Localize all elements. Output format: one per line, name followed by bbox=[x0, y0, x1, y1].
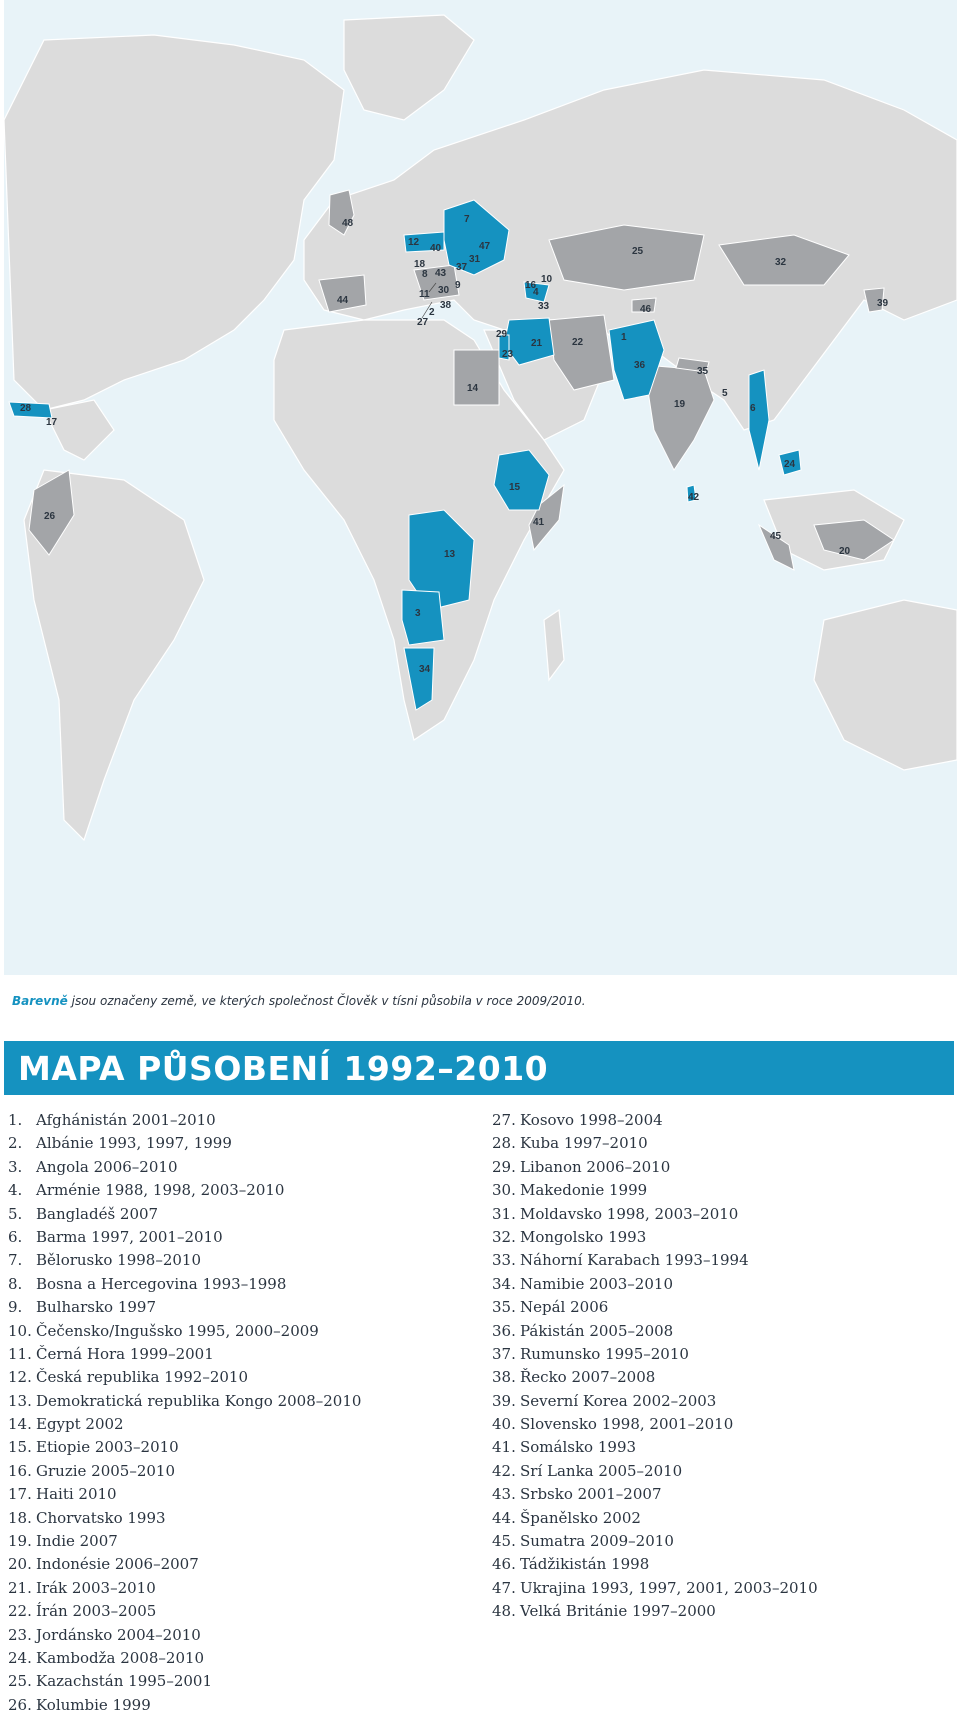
map-label-6: 6 bbox=[750, 403, 756, 414]
legend-item-text: Kambodža 2008–2010 bbox=[36, 1648, 205, 1667]
legend-item-number: 21. bbox=[8, 1578, 32, 1597]
legend-item-text: Nepál 2006 bbox=[520, 1298, 609, 1317]
map-label-3: 3 bbox=[415, 608, 421, 619]
legend-item-number: 10. bbox=[8, 1321, 32, 1340]
legend-item bbox=[492, 1413, 818, 1436]
legend-item-number: 3. bbox=[8, 1157, 23, 1176]
legend-item-number: 22. bbox=[8, 1602, 32, 1621]
legend-item-number: 35. bbox=[492, 1298, 516, 1317]
legend-item-text: Írán 2003–2005 bbox=[36, 1602, 157, 1621]
legend-item-text: Egypt 2002 bbox=[36, 1415, 124, 1434]
legend-item bbox=[8, 1273, 361, 1296]
legend-item-number: 41. bbox=[492, 1438, 516, 1457]
legend-item-text: Namibie 2003–2010 bbox=[520, 1274, 673, 1293]
legend-item bbox=[8, 1366, 361, 1389]
map-label-42: 42 bbox=[688, 492, 700, 503]
legend-item bbox=[8, 1203, 361, 1226]
legend-item-number: 19. bbox=[8, 1532, 32, 1551]
legend-item bbox=[492, 1483, 818, 1506]
legend-item-number: 14. bbox=[8, 1415, 32, 1434]
legend-item-number: 28. bbox=[492, 1134, 516, 1153]
legend-item-text: Česká republika 1992–2010 bbox=[36, 1368, 249, 1387]
legend-item bbox=[8, 1132, 361, 1155]
legend-item bbox=[492, 1249, 818, 1272]
legend-item-text: Srbsko 2001–2007 bbox=[520, 1485, 662, 1504]
map-label-46: 46 bbox=[640, 304, 652, 315]
map-label-37: 37 bbox=[456, 262, 468, 273]
legend-item-number: 46. bbox=[492, 1555, 516, 1574]
legend-item-text: Angola 2006–2010 bbox=[36, 1157, 178, 1176]
caption-highlight: Barevně bbox=[12, 994, 68, 1008]
legend-item-number: 48. bbox=[492, 1602, 516, 1621]
land-central-america bbox=[44, 400, 114, 460]
legend-item bbox=[492, 1436, 818, 1459]
legend-item-number: 20. bbox=[8, 1555, 32, 1574]
legend-item-number: 40. bbox=[492, 1415, 516, 1434]
legend-item bbox=[492, 1226, 818, 1249]
legend-item-text: Srí Lanka 2005–2010 bbox=[520, 1461, 683, 1480]
map-label-30: 30 bbox=[438, 285, 450, 296]
legend-item-number: 45. bbox=[492, 1532, 516, 1551]
legend-item bbox=[492, 1296, 818, 1319]
legend-item-number: 25. bbox=[8, 1672, 32, 1691]
legend-item-text: Kuba 1997–2010 bbox=[520, 1134, 648, 1153]
map-label-39: 39 bbox=[877, 298, 889, 309]
legend-item-text: Arménie 1988, 1998, 2003–2010 bbox=[36, 1181, 285, 1200]
map-label-14: 14 bbox=[467, 383, 479, 394]
legend-item-number: 42. bbox=[492, 1461, 516, 1480]
map-label-35: 35 bbox=[697, 366, 709, 377]
region-burma bbox=[749, 370, 769, 470]
legend-column-left bbox=[8, 1109, 361, 1717]
legend-item bbox=[492, 1343, 818, 1366]
legend-item-number: 32. bbox=[492, 1227, 516, 1246]
legend-item-text: Afghánistán 2001–2010 bbox=[36, 1111, 216, 1129]
legend-item bbox=[492, 1577, 818, 1600]
map-label-23: 23 bbox=[502, 349, 514, 360]
legend-item-number: 16. bbox=[8, 1461, 32, 1480]
legend-item bbox=[492, 1273, 818, 1296]
legend-item bbox=[8, 1156, 361, 1179]
legend-item-text: Chorvatsko 1993 bbox=[36, 1508, 166, 1527]
map-label-36: 36 bbox=[634, 360, 646, 371]
map-label-9: 9 bbox=[455, 280, 461, 291]
legend-item bbox=[492, 1507, 818, 1530]
land-australia bbox=[814, 600, 957, 770]
map-label-17: 17 bbox=[46, 417, 58, 428]
region-angola bbox=[402, 590, 444, 645]
title-bar bbox=[4, 1041, 954, 1095]
legend-item bbox=[8, 1647, 361, 1670]
legend-item bbox=[8, 1296, 361, 1319]
map-label-10: 10 bbox=[541, 274, 553, 285]
legend-item bbox=[8, 1436, 361, 1459]
map-label-29: 29 bbox=[496, 329, 508, 340]
land-madagascar bbox=[544, 610, 564, 680]
legend-item-number: 39. bbox=[492, 1391, 516, 1410]
legend-item-text: Kazachstán 1995–2001 bbox=[36, 1672, 213, 1691]
legend-item-text: Velká Británie 1997–2000 bbox=[520, 1602, 716, 1621]
region-egypt bbox=[454, 350, 499, 405]
legend-item-number: 12. bbox=[8, 1368, 32, 1387]
map-label-40: 40 bbox=[430, 243, 442, 254]
map-label-44: 44 bbox=[337, 295, 349, 306]
legend-item-text: Bosna a Hercegovina 1993–1998 bbox=[36, 1274, 287, 1293]
legend-item bbox=[8, 1577, 361, 1600]
legend-item bbox=[8, 1179, 361, 1202]
map-label-4: 4 bbox=[533, 287, 539, 298]
legend-item-text: Indie 2007 bbox=[36, 1532, 118, 1551]
legend-item-text: Bangladéš 2007 bbox=[36, 1204, 159, 1223]
legend-item-number: 13. bbox=[8, 1391, 32, 1410]
legend-item-text: Moldavsko 1998, 2003–2010 bbox=[520, 1204, 739, 1223]
legend-column-right bbox=[492, 1109, 818, 1624]
legend-item bbox=[8, 1413, 361, 1436]
map-label-27: 27 bbox=[417, 317, 429, 328]
legend-item bbox=[8, 1600, 361, 1623]
legend-item-number: 17. bbox=[8, 1485, 32, 1504]
legend-item bbox=[8, 1483, 361, 1506]
map-caption bbox=[12, 994, 952, 1008]
map-label-47: 47 bbox=[479, 241, 491, 252]
page-title: MAPA PŮSOBENÍ 1992–2010 bbox=[18, 1049, 549, 1088]
legend-item-number: 43. bbox=[492, 1485, 516, 1504]
map-label-2: 2 bbox=[429, 307, 435, 318]
legend-item-text: Demokratická republika Kongo 2008–2010 bbox=[36, 1391, 362, 1410]
legend-item bbox=[8, 1343, 361, 1366]
legend-item-number: 38. bbox=[492, 1368, 516, 1387]
map-label-48: 48 bbox=[342, 218, 354, 229]
legend-item-number: 7. bbox=[8, 1251, 23, 1270]
legend-item-text: Pákistán 2005–2008 bbox=[520, 1321, 674, 1340]
map-label-21: 21 bbox=[531, 338, 543, 349]
region-india bbox=[644, 365, 714, 470]
legend-item-text: Kosovo 1998–2004 bbox=[520, 1111, 663, 1129]
legend-item-number: 8. bbox=[8, 1274, 23, 1293]
map-label-7: 7 bbox=[464, 214, 470, 225]
legend-item bbox=[492, 1366, 818, 1389]
legend-item bbox=[492, 1460, 818, 1483]
legend-item bbox=[492, 1553, 818, 1576]
legend-item bbox=[8, 1320, 361, 1343]
legend-item-text: Bělorusko 1998–2010 bbox=[36, 1251, 201, 1270]
map-label-32: 32 bbox=[775, 257, 787, 268]
legend-item-number: 34. bbox=[492, 1274, 516, 1293]
map-label-45: 45 bbox=[770, 531, 782, 542]
legend-item-number: 9. bbox=[8, 1298, 23, 1317]
legend-item bbox=[8, 1460, 361, 1483]
legend-item bbox=[8, 1670, 361, 1693]
legend-item bbox=[492, 1320, 818, 1343]
legend-item bbox=[8, 1109, 361, 1132]
legend-item bbox=[8, 1530, 361, 1553]
legend-item-text: Barma 1997, 2001–2010 bbox=[36, 1227, 223, 1246]
map-label-24: 24 bbox=[784, 459, 796, 470]
legend-item bbox=[492, 1132, 818, 1155]
legend-item-number: 33. bbox=[492, 1251, 516, 1270]
legend-item-number: 5. bbox=[8, 1204, 23, 1223]
legend-item-number: 30. bbox=[492, 1181, 516, 1200]
legend-item-text: Čečensko/Ingušsko 1995, 2000–2009 bbox=[36, 1321, 319, 1340]
legend-item-text: Rumunsko 1995–2010 bbox=[520, 1344, 689, 1363]
map-label-41: 41 bbox=[533, 517, 545, 528]
world-map-svg bbox=[4, 0, 957, 975]
legend-item-text: Ukrajina 1993, 1997, 2001, 2003–2010 bbox=[520, 1578, 818, 1597]
legend-item-text: Makedonie 1999 bbox=[520, 1181, 648, 1200]
legend-item bbox=[492, 1390, 818, 1413]
legend-item-number: 1. bbox=[8, 1111, 23, 1129]
legend-item bbox=[8, 1694, 361, 1717]
legend-item-number: 29. bbox=[492, 1157, 516, 1176]
legend-item-number: 4. bbox=[8, 1181, 23, 1200]
legend-item-number: 6. bbox=[8, 1227, 23, 1246]
legend-item-text: Slovensko 1998, 2001–2010 bbox=[520, 1415, 734, 1434]
map-label-25: 25 bbox=[632, 246, 644, 257]
legend-item-text: Náhorní Karabach 1993–1994 bbox=[520, 1251, 749, 1270]
map-label-31: 31 bbox=[469, 254, 481, 265]
legend-item-number: 23. bbox=[8, 1625, 32, 1644]
legend-item bbox=[8, 1226, 361, 1249]
legend-item bbox=[8, 1624, 361, 1647]
legend-item-text: Somálsko 1993 bbox=[520, 1438, 637, 1457]
legend-item-text: Řecko 2007–2008 bbox=[520, 1368, 656, 1387]
map-label-22: 22 bbox=[572, 337, 584, 348]
legend-item bbox=[8, 1390, 361, 1413]
legend-item-number: 36. bbox=[492, 1321, 516, 1340]
map-label-11: 11 bbox=[419, 289, 430, 300]
legend-item-number: 18. bbox=[8, 1508, 32, 1527]
map-label-8: 8 bbox=[422, 269, 428, 280]
land-greenland bbox=[344, 15, 474, 120]
legend-item-text: Gruzie 2005–2010 bbox=[36, 1461, 176, 1480]
map-label-26: 26 bbox=[44, 511, 56, 522]
map-label-12: 12 bbox=[408, 237, 420, 248]
map-label-20: 20 bbox=[839, 546, 851, 557]
legend-item-text: Španělsko 2002 bbox=[520, 1508, 641, 1527]
legend-item-number: 2. bbox=[8, 1134, 23, 1153]
legend-item-number: 37. bbox=[492, 1344, 516, 1363]
map-label-28: 28 bbox=[20, 403, 32, 414]
legend-item bbox=[492, 1530, 818, 1553]
map-label-18: 18 bbox=[414, 259, 426, 270]
legend-item-text: Severní Korea 2002–2003 bbox=[520, 1391, 717, 1410]
legend-item-text: Jordánsko 2004–2010 bbox=[36, 1625, 201, 1644]
legend-item-text: Irák 2003–2010 bbox=[36, 1578, 156, 1597]
caption-text: jsou označeny země, ve kterých společnost Člověk v tísni působila v roce 2009/2010. bbox=[67, 994, 586, 1008]
legend-item-text: Kolumbie 1999 bbox=[36, 1695, 151, 1714]
legend-item-text: Indonésie 2006–2007 bbox=[36, 1555, 199, 1574]
map-label-38: 38 bbox=[440, 300, 452, 311]
legend-item bbox=[8, 1507, 361, 1530]
legend-item-text: Haiti 2010 bbox=[36, 1485, 117, 1504]
legend-item-number: 26. bbox=[8, 1695, 32, 1714]
legend-item bbox=[492, 1600, 818, 1623]
world-map bbox=[4, 0, 957, 975]
legend-item-text: Etiopie 2003–2010 bbox=[36, 1438, 179, 1457]
legend-item-text: Libanon 2006–2010 bbox=[520, 1157, 671, 1176]
legend-item bbox=[492, 1156, 818, 1179]
legend-item-number: 11. bbox=[8, 1344, 32, 1363]
legend-item bbox=[492, 1179, 818, 1202]
legend-item-text: Tádžikistán 1998 bbox=[520, 1555, 650, 1574]
map-label-16: 16 bbox=[525, 280, 537, 291]
legend-item-number: 44. bbox=[492, 1508, 516, 1527]
legend-item bbox=[8, 1249, 361, 1272]
landmasses bbox=[4, 15, 957, 840]
map-label-13: 13 bbox=[444, 549, 456, 560]
legend-item bbox=[492, 1203, 818, 1226]
map-label-33: 33 bbox=[538, 301, 550, 312]
legend-item-number: 24. bbox=[8, 1648, 32, 1667]
legend-item-number: 47. bbox=[492, 1578, 516, 1597]
legend-item-number: 31. bbox=[492, 1204, 516, 1223]
legend-item-text: Černá Hora 1999–2001 bbox=[36, 1344, 214, 1363]
legend-item-text: Bulharsko 1997 bbox=[36, 1298, 157, 1317]
legend-item-number: 15. bbox=[8, 1438, 32, 1457]
map-label-19: 19 bbox=[674, 399, 686, 410]
legend-item-text: Albánie 1993, 1997, 1999 bbox=[36, 1134, 232, 1153]
map-label-5: 5 bbox=[722, 388, 728, 399]
map-label-43: 43 bbox=[435, 268, 447, 279]
legend-item-text: Mongolsko 1993 bbox=[520, 1227, 647, 1246]
map-label-15: 15 bbox=[509, 482, 521, 493]
legend-item-text: Sumatra 2009–2010 bbox=[520, 1532, 674, 1551]
map-label-1: 1 bbox=[621, 332, 627, 343]
legend-item bbox=[492, 1109, 818, 1132]
map-label-34: 34 bbox=[419, 664, 431, 675]
legend-item bbox=[8, 1553, 361, 1576]
legend-item-number: 27. bbox=[492, 1111, 516, 1129]
